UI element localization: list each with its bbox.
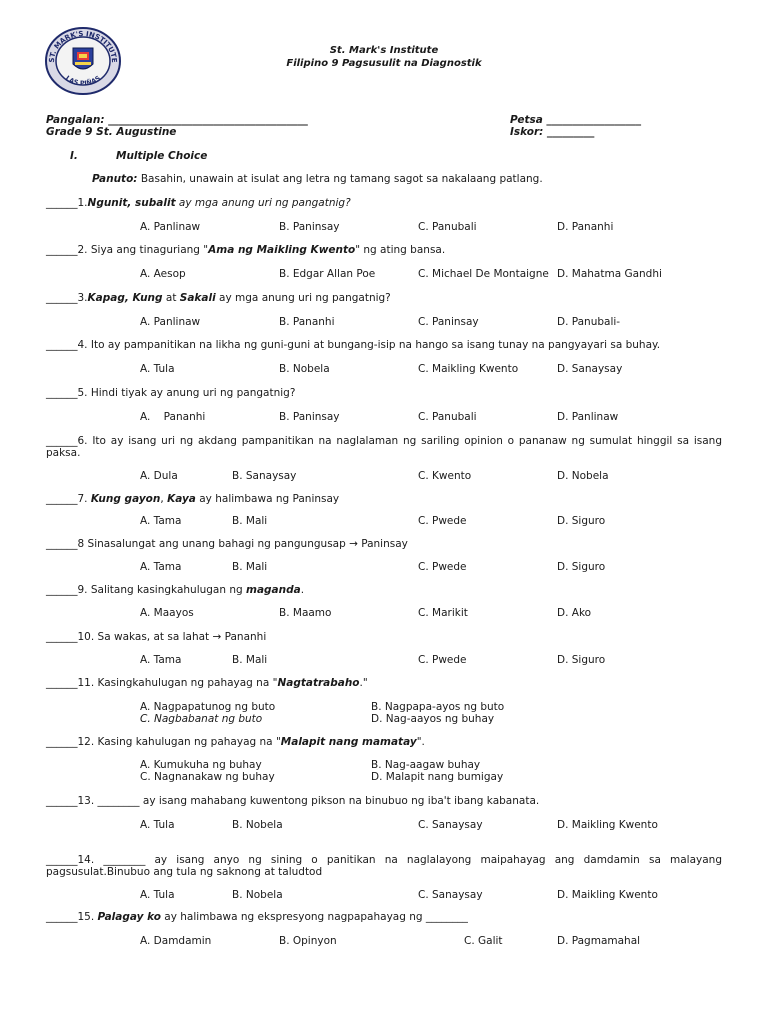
answer-blank[interactable]: ______10. <box>46 631 95 643</box>
question-text: Hindi tiyak ay anung uri ng pangatnig? <box>87 387 296 399</box>
option-a[interactable]: A. Nagpapatunog ng buto <box>140 701 276 713</box>
option-a[interactable]: A. Tama <box>140 561 182 573</box>
option-c[interactable]: C. Sanaysay <box>418 819 483 831</box>
option-d[interactable]: D. Siguro <box>557 515 606 527</box>
answer-blank[interactable]: ______14. <box>46 854 95 866</box>
instructions-text: Basahin, unawain at isulat ang letra ng tamang sagot sa nakalaang patlang. <box>140 173 543 185</box>
exam-title: Filipino 9 Pagsusulit na Diagnostik <box>286 58 482 69</box>
question-text: at <box>162 292 180 304</box>
question-13 <box>46 795 722 807</box>
question-text: ." <box>359 677 368 689</box>
option-b[interactable]: B. Edgar Allan Poe <box>279 268 376 280</box>
answer-blank[interactable]: ______9. <box>46 584 88 596</box>
svg-text:LAS PIÑAS: LAS PIÑAS <box>63 74 103 88</box>
option-b[interactable]: B. Sanaysay <box>232 470 297 482</box>
option-a[interactable]: A. Damdamin <box>140 935 212 947</box>
option-a[interactable]: A. Tula <box>140 889 175 901</box>
option-a[interactable]: A. Maayos <box>140 607 194 619</box>
question-2 <box>46 244 722 256</box>
option-b[interactable]: B. Opinyon <box>279 935 337 947</box>
option-b[interactable]: B. Nobela <box>232 889 283 901</box>
option-d[interactable]: D. Sanaysay <box>557 363 623 375</box>
question-7 <box>46 493 722 505</box>
question-6 <box>46 435 722 459</box>
score-row <box>510 126 594 138</box>
answer-blank[interactable]: ______8 <box>46 538 85 550</box>
option-c[interactable]: C. Pwede <box>418 515 467 527</box>
question-15 <box>46 911 722 923</box>
answer-blank[interactable]: ______7. <box>46 493 88 505</box>
option-b[interactable]: B. Pananhi <box>279 316 335 328</box>
option-a[interactable]: A. Tula <box>140 819 175 831</box>
option-a[interactable]: A. Tula <box>140 363 175 375</box>
question-text: . <box>300 584 305 596</box>
grade-section: Grade 9 St. Augustine <box>46 126 177 138</box>
score-label: Iskor: <box>510 126 544 138</box>
option-c[interactable]: C. Paninsay <box>418 316 479 328</box>
question-11 <box>46 677 722 689</box>
option-d[interactable]: D. Nag-aayos ng buhay <box>371 713 495 725</box>
question-5 <box>46 387 722 399</box>
date-label: Petsa <box>510 114 543 126</box>
question-text: Ito ay pampanitikan na likha ng guni-guni at bungang-isip na hango sa isang tunay na pangyayari sa buhay. <box>87 339 661 351</box>
option-c[interactable]: C. Pwede <box>418 654 467 666</box>
option-b[interactable]: B. Paninsay <box>279 411 340 423</box>
question-10 <box>46 631 722 643</box>
option-d[interactable]: D. Maikling Kwento <box>557 819 658 831</box>
option-c[interactable]: C. Pwede <box>418 561 467 573</box>
option-d[interactable]: D. Siguro <box>557 561 606 573</box>
option-a[interactable]: A. Aesop <box>140 268 186 280</box>
question-9 <box>46 584 722 596</box>
option-c[interactable]: C. Maikling Kwento <box>418 363 519 375</box>
question-8 <box>46 538 722 550</box>
option-b[interactable]: B. Mali <box>232 515 268 527</box>
option-d[interactable]: D. Pagmamahal <box>557 935 641 947</box>
instructions <box>92 173 543 185</box>
option-a[interactable]: A. Pananhi <box>140 411 206 423</box>
option-d[interactable]: D. Siguro <box>557 654 606 666</box>
option-b[interactable]: B. Nobela <box>279 363 330 375</box>
score-blank[interactable]: _________ <box>547 126 595 138</box>
option-a[interactable]: A. Kumukuha ng buhay <box>140 759 262 771</box>
option-b[interactable]: B. Nag-aagaw buhay <box>371 759 481 771</box>
question-text: Siya ang tinaguriang " <box>87 244 209 256</box>
instructions-label: Panuto: <box>92 173 138 185</box>
answer-blank[interactable]: ______15. <box>46 911 95 923</box>
svg-text:ST. MARK'S INSTITUTE: ST. MARK'S INSTITUTE <box>47 29 119 63</box>
option-d[interactable]: D. Panubali- <box>557 316 621 328</box>
question-text: ay mga anung uri ng pangatnig? <box>215 292 391 304</box>
option-a[interactable]: A. Panlinaw <box>140 221 201 233</box>
question-emphasis: Nagtatrabaho <box>277 677 360 689</box>
option-a[interactable]: A. Tama <box>140 654 182 666</box>
option-b[interactable]: B. Nagpapa-ayos ng buto <box>371 701 505 713</box>
answer-blank[interactable]: ______12. <box>46 736 95 748</box>
name-blank[interactable]: ______________________________________ <box>108 114 308 126</box>
option-c[interactable]: C. Marikit <box>418 607 468 619</box>
option-c[interactable]: C. Sanaysay <box>418 889 483 901</box>
answer-blank[interactable]: ______5. <box>46 387 88 399</box>
name-label: Pangalan: <box>46 114 105 126</box>
option-c[interactable]: C. Kwento <box>418 470 472 482</box>
question-text: , <box>160 493 168 505</box>
question-text: ________ ay isang anyo ng sining o panitikan na naglalayong maipahayag ang damdamin sa malayang pagsusulat.Binubuo ang tula ng saknong at taludtod <box>46 854 722 878</box>
option-c[interactable]: C. Michael De Montaigne <box>418 268 549 280</box>
school-name: St. Mark's Institute <box>329 45 439 56</box>
option-d[interactable]: D. Mahatma Gandhi <box>557 268 662 280</box>
question-emphasis: Kung gayon <box>90 493 161 505</box>
option-d[interactable]: D. Maikling Kwento <box>557 889 658 901</box>
answer-blank[interactable]: ______3. <box>46 292 88 304</box>
option-b[interactable]: B. Maamo <box>279 607 332 619</box>
option-a[interactable]: A. Tama <box>140 515 182 527</box>
question-text: Kasing kahulugan ng pahayag na " <box>94 736 281 748</box>
option-c[interactable]: C. Panubali <box>418 411 477 423</box>
option-c[interactable]: C. Nagbabanat ng buto <box>140 713 263 725</box>
option-c[interactable]: C. Nagnanakaw ng buhay <box>140 771 275 783</box>
option-c[interactable]: C. Panubali <box>418 221 477 233</box>
question-text: ". <box>416 736 425 748</box>
question-text: ay mga anung uri ng pangatnig? <box>175 197 351 209</box>
option-b[interactable]: B. Paninsay <box>279 221 340 233</box>
answer-blank[interactable]: ______2. <box>46 244 88 256</box>
question-4 <box>46 339 722 351</box>
section-title: Multiple Choice <box>116 150 208 162</box>
question-text: ay halimbawa ng ekspresyong nagpapahayag ng ________ <box>160 911 468 923</box>
question-emphasis: Malapit nang mamatay <box>280 736 417 748</box>
question-emphasis: Ngunit, subalit <box>87 197 176 209</box>
question-3 <box>46 292 722 304</box>
answer-blank[interactable]: ______13. <box>46 795 95 807</box>
section-number: I. <box>70 150 78 162</box>
question-emphasis: Kapag, Kung <box>87 292 163 304</box>
option-d[interactable]: D. Nobela <box>557 470 609 482</box>
question-text: Sinasalungat ang unang bahagi ng pangungusap → Paninsay <box>84 538 408 550</box>
question-14 <box>46 854 722 878</box>
question-emphasis: Sakali <box>179 292 216 304</box>
question-text: " ng ating bansa. <box>355 244 446 256</box>
option-d[interactable]: D. Pananhi <box>557 221 614 233</box>
name-row <box>46 114 308 126</box>
question-text: Sa wakas, at sa lahat → Pananhi <box>94 631 267 643</box>
answer-blank[interactable]: ______1. <box>46 197 88 209</box>
option-b[interactable]: B. Mali <box>232 561 268 573</box>
question-text: Kasingkahulugan ng pahayag na " <box>94 677 278 689</box>
option-b[interactable]: B. Nobela <box>232 819 283 831</box>
question-12 <box>46 736 722 748</box>
answer-blank[interactable]: ______11. <box>46 677 95 689</box>
answer-blank[interactable]: ______4. <box>46 339 88 351</box>
question-text: ay halimbawa ng Paninsay <box>195 493 340 505</box>
question-emphasis: maganda <box>246 584 301 596</box>
option-c[interactable]: C. Galit <box>464 935 503 947</box>
option-d[interactable]: D. Ako <box>557 607 592 619</box>
date-row <box>510 114 641 126</box>
date-blank[interactable]: __________________ <box>546 114 642 126</box>
option-d[interactable]: D. Malapit nang bumigay <box>371 771 504 783</box>
option-a[interactable]: A. Panlinaw <box>140 316 201 328</box>
question-emphasis: Kaya <box>167 493 196 505</box>
option-b[interactable]: B. Mali <box>232 654 268 666</box>
question-emphasis: Palagay ko <box>97 911 161 923</box>
option-a[interactable]: A. Dula <box>140 470 178 482</box>
question-text: ________ ay isang mahabang kuwentong pikson na binubuo ng iba't ibang kabanata. <box>94 795 540 807</box>
question-text: Ito ay isang uri ng akdang pampanitikan na naglalaman ng sariling opinion o pananaw ng sumulat hinggil sa isang paksa. <box>46 435 722 459</box>
option-d[interactable]: D. Panlinaw <box>557 411 619 423</box>
question-emphasis: Ama ng Maikling Kwento <box>208 244 356 256</box>
question-text: Salitang kasingkahulugan ng <box>87 584 247 596</box>
answer-blank[interactable]: ______6. <box>46 435 88 447</box>
question-1 <box>46 197 722 209</box>
